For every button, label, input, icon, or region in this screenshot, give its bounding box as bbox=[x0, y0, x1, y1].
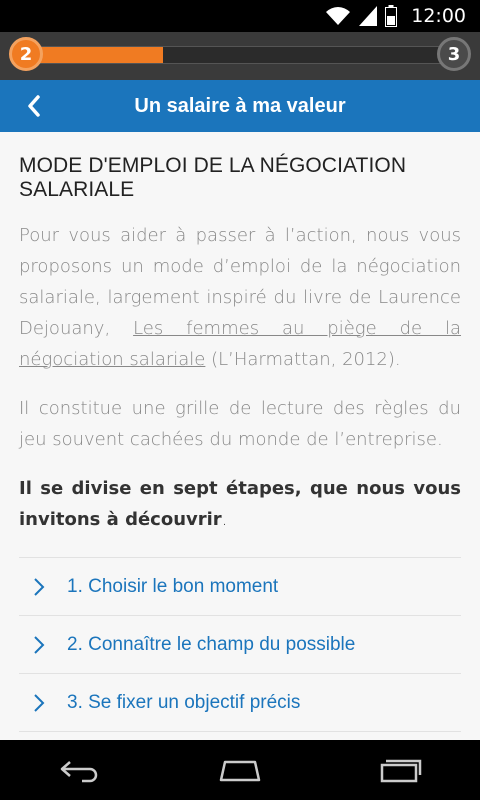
status-icons bbox=[325, 0, 466, 32]
steps-intro-bold: Il se divise en sept étapes, que nous vous invitons à découvrir bbox=[19, 478, 461, 530]
chevron-right-icon bbox=[19, 635, 67, 655]
wifi-icon bbox=[325, 6, 351, 26]
step-item-1[interactable] bbox=[19, 558, 461, 616]
step-label: 3. Se fixer un objectif précis bbox=[67, 691, 301, 713]
status-bar bbox=[0, 0, 480, 32]
home-icon bbox=[215, 758, 265, 782]
intro-text-end: (L’Harmattan, 2012). bbox=[205, 349, 401, 370]
book-link[interactable]: Les femmes au piège de la négociation salariale bbox=[19, 318, 462, 370]
step-label: 1. Choisir le bon moment bbox=[67, 575, 279, 597]
steps-intro-end: . bbox=[221, 509, 228, 530]
back-button[interactable] bbox=[18, 90, 50, 122]
progress-track bbox=[26, 46, 454, 64]
recent-apps-nav-button[interactable] bbox=[360, 745, 440, 795]
steps-intro-paragraph bbox=[19, 473, 461, 535]
home-nav-button[interactable] bbox=[200, 745, 280, 795]
back-icon bbox=[58, 758, 102, 782]
back-nav-button[interactable] bbox=[40, 745, 120, 795]
rules-paragraph: Il constitue une grille de lecture des règles du jeu souvent cachées du monde de l’entreprise. bbox=[19, 398, 461, 450]
progress-fill bbox=[27, 47, 163, 63]
signal-icon bbox=[359, 6, 377, 26]
nav-bar bbox=[0, 740, 480, 800]
step-item-3[interactable] bbox=[19, 674, 461, 732]
intro-text: Pour vous aider à passer à l’action, nous vous proposons un mode d’emploi de la négociation salariale, largement inspiré du livre de Laurence Dejouany, bbox=[19, 225, 461, 339]
chevron-left-icon bbox=[26, 95, 42, 117]
battery-icon bbox=[385, 5, 397, 27]
recent-apps-icon bbox=[378, 757, 422, 783]
next-step-badge[interactable]: 3 bbox=[437, 37, 471, 71]
step-item-2[interactable] bbox=[19, 616, 461, 674]
app-header bbox=[0, 80, 480, 132]
chevron-right-icon bbox=[19, 577, 67, 597]
current-step-badge: 2 bbox=[9, 37, 43, 71]
header-title: Un salaire à ma valeur bbox=[134, 94, 346, 117]
chevron-right-icon bbox=[19, 693, 67, 713]
intro-paragraph bbox=[19, 220, 461, 375]
status-time: 12:00 bbox=[411, 5, 466, 27]
page-title: MODE D'EMPLOI DE LA NÉGOCIATION SALARIALE bbox=[19, 154, 407, 201]
progress-area bbox=[0, 32, 480, 80]
step-label: 2. Connaître le champ du possible bbox=[67, 633, 356, 655]
content-area[interactable] bbox=[0, 132, 480, 740]
